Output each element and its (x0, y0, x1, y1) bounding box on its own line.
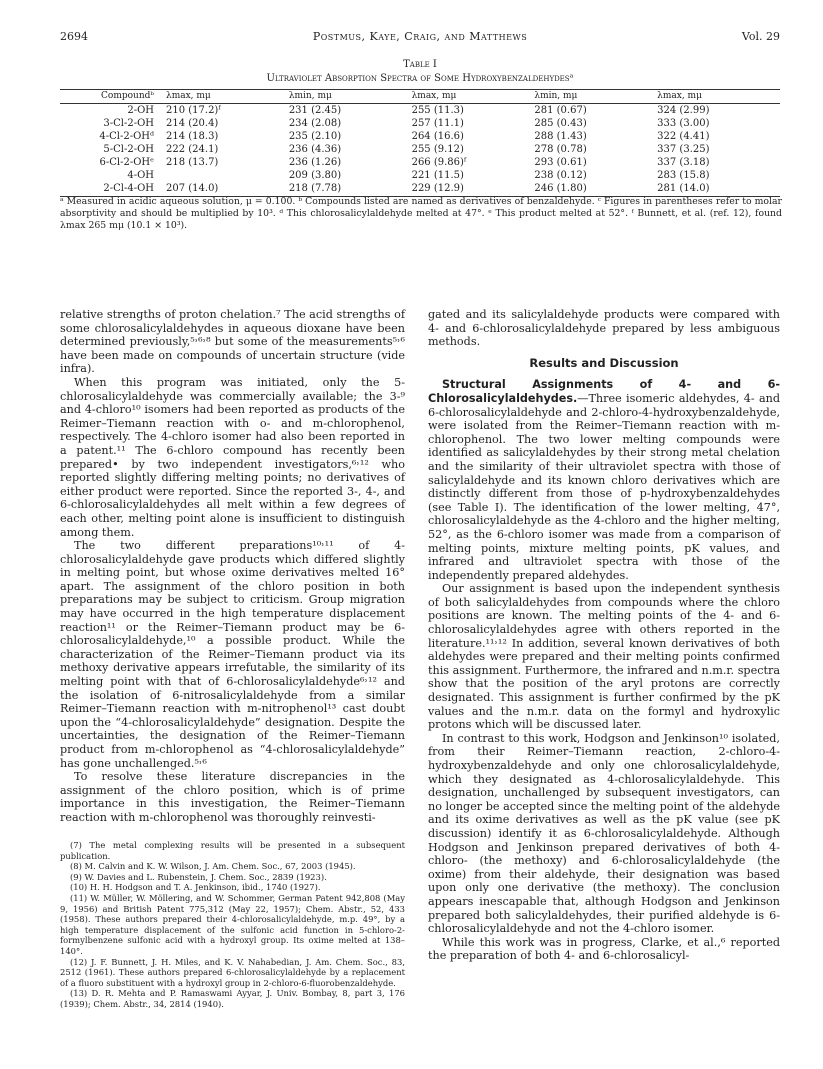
body-paragraph: To resolve these literature discrepancies in the assignment of the chloro position, which is of prime importance in this investigation, the Reimer–Tiemann reaction with m-chlorophenol was thoroughly reinvesti- (60, 770, 405, 824)
value-cell: 278 (0.78) (534, 144, 587, 155)
uv-spectra-table (60, 89, 780, 197)
body-paragraph: While this work was in progress, Clarke, et al.,⁶ reported the preparation of both 4- and 6-chlorosalicyl- (428, 935, 780, 963)
volume-label: Vol. 29 (741, 30, 780, 43)
table-row (60, 143, 780, 156)
value-cell: 293 (0.61) (534, 157, 587, 168)
value-cell: 333 (3.00) (657, 118, 710, 129)
value-cell: 218 (7.78) (289, 182, 412, 197)
compound-cell: 2-OH (127, 105, 154, 116)
body-paragraph: The two different preparations¹⁰˒¹¹ of 4-chlorosalicylaldehyde gave products which differed slightly in melting point, but whose oxime derivatives melted 16° apart. The assignment of the chloro position in both preparations may be subject to criticism. Group migration may have occurred in the high temperature displacement reaction¹¹ or the Reimer–Tiemann product may be 6-chlorosalicylaldehyde,¹⁰ a possible product. While the characterization of the Reimer–Tiemann product via its methoxy derivative appears irrefutable, the similarity of its melting point with that of 6-chlorosalicylaldehyde⁶˒¹² and the isolation of 6-nitrosalicylaldehyde from a similar Reimer–Tiemann reaction with m-nitrophenol¹³ cast doubt upon the “4-chlorosalicylaldehyde” designation. Despite the uncertainties, the designation of the Reimer–Tiemann product from m-chlorophenol as “4-chlorosalicylaldehyde” has gone unchallenged.⁵˒⁶ (60, 539, 405, 770)
value-cell: 288 (1.43) (534, 131, 587, 142)
footnote: (9) W. Davies and L. Rubenstein, J. Chem. Soc., 2839 (1923). (70, 871, 327, 882)
table-row (60, 104, 780, 118)
table-row (60, 117, 780, 130)
value-cell: 324 (2.99) (657, 105, 710, 116)
value-cell: 234 (2.08) (288, 118, 342, 129)
section-heading: Results and Discussion (529, 355, 679, 370)
table-row (60, 130, 780, 143)
value-cell: 255 (11.3) (411, 105, 464, 116)
value-cell: 281 (14.0) (657, 182, 780, 197)
compound-cell: 3-Cl-2-OH (103, 118, 154, 129)
column-header: λmax, mμ (412, 90, 535, 104)
page-number: 2694 (60, 30, 88, 43)
body-paragraph: gated and its salicylaldehyde products were compared with 4- and 6-chlorosalicylaldehyde prepared by less ambiguous methods. (428, 308, 780, 349)
value-cell: 255 (9.12) (411, 144, 464, 155)
value-cell: 209 (3.80) (288, 170, 342, 181)
value-cell: 236 (4.36) (288, 144, 342, 155)
compound-cell: 4-OH (127, 170, 154, 181)
value-cell: 236 (1.26) (288, 157, 342, 168)
value-cell: 235 (2.10) (288, 131, 342, 142)
value-cell: 207 (14.0) (166, 182, 289, 197)
subsection-heading: Structural Assignments of 4- and 6-Chlorosalicylaldehydes. (428, 378, 780, 405)
table-label: Table I (403, 59, 437, 70)
value-cell: 246 (1.80) (534, 182, 657, 197)
left-column (60, 308, 405, 825)
value-cell: 214 (20.4) (166, 118, 219, 129)
column-header: λmin, mμ (289, 90, 412, 104)
footnote: (12) J. F. Bunnett, J. H. Miles, and K. V. Nahabedian, J. Am. Chem. Soc., 83, 2512 (1961). These authors prepared 6-chlorosalicylaldehyde by a replacement of a fluoro substituent with a hydroxyl group in 2-chloro-6-fluorobenzaldehyde. (60, 956, 405, 988)
value-cell: 266 (9.86)ᶠ (411, 157, 467, 168)
right-column (428, 308, 780, 963)
value-cell: 229 (12.9) (412, 182, 535, 197)
value-cell: 257 (11.1) (411, 118, 464, 129)
value-cell: 238 (0.12) (534, 170, 587, 181)
body-paragraph (428, 378, 780, 582)
value-cell: 214 (18.3) (166, 131, 219, 142)
table-title: Ultraviolet Absorption Spectra of Some Hydroxybenzaldehydesᵃ (266, 73, 574, 84)
value-cell: 322 (4.41) (657, 131, 710, 142)
body-paragraph: In contrast to this work, Hodgson and Jenkinson¹⁰ isolated, from their Reimer–Tiemann reaction, 2-chloro-4-hydroxybenzaldehyde and only one chlorosalicylaldehyde, which they designated as 4-chlorosalicylaldehyde. This designation, unchallenged by subsequent investigators, can no longer be accepted since the melting point of the aldehyde and its oxime derivatives as well as the pK value (see pK discussion) identify it as 6-chlorosalicylaldehyde. Although Hodgson and Jenkinson prepared derivatives of both 4-chloro- (the methoxy) and 6-chlorosalicylaldehyde (the oxime) from their aldehyde, their designation was based upon only one derivative (the methoxy). The conclusion appears inescapable that, although Hodgson and Jenkinson prepared both salicylaldehydes, their purified aldehyde is 6-chlorosalicylaldehyde and not the 4-chloro isomer. (428, 731, 780, 936)
column-header: λmax, mμ (166, 90, 289, 104)
footnote: (8) M. Calvin and K. W. Wilson, J. Am. Chem. Soc., 67, 2003 (1945). (70, 861, 356, 872)
value-cell: 283 (15.8) (657, 170, 710, 181)
value-cell: 285 (0.43) (534, 118, 587, 129)
value-cell (166, 169, 289, 182)
body-paragraph: relative strengths of proton chelation.⁷ The acid strengths of some chlorosalicylaldehydes in aqueous dioxane have been determined previously,⁵˒⁶˒⁸ but some of the measurements⁵˒⁶ have been made on compounds of uncertain structure (vide infra). (60, 308, 405, 376)
value-cell: 210 (17.2)ᶠ (166, 105, 221, 116)
running-authors: Postmus, Kaye, Craig, and Matthews (312, 30, 528, 43)
table-caption (60, 59, 780, 84)
table-row (60, 156, 780, 169)
value-cell: 231 (2.45) (288, 105, 342, 116)
value-cell: 337 (3.18) (657, 157, 710, 168)
column-header: Compoundᵇ (60, 90, 166, 104)
body-paragraph: When this program was initiated, only the 5-chlorosalicylaldehyde was commercially available; the 3-⁹ and 4-chloro¹⁰ isomers had been reported as products of the Reimer–Tiemann reaction with o- and m-chlorophenol, respectively. The 4-chloro isomer had also been reported in a patent.¹¹ The 6-chloro compound has recently been prepared• by two independent investigators,⁶˒¹² who reported slightly differing melting points; no derivatives of either product were reported. Since the reported 3-, 4-, and 6-chlorosalicylaldehydes all melt within a few degrees of each other, melting point alone is insufficient to distinguish among them. (60, 375, 405, 539)
running-header (60, 30, 780, 46)
value-cell: 218 (13.7) (166, 157, 219, 168)
value-cell: 264 (16.6) (411, 131, 464, 142)
value-cell: 222 (24.1) (166, 144, 219, 155)
body-paragraph: Our assignment is based upon the independent synthesis of both salicylaldehydes from compounds where the chloro positions are known. The melting points of the 4- and 6-chlorosalicylaldehydes agree with others reported in the literature.¹¹˒¹² In addition, several known derivatives of both aldehydes were prepared and their melting points confirmed this assignment. Furthermore, the infrared and n.m.r. spectra show that the position of the aryl protons are correctly designated. This assignment is further confirmed by the pK values and the n.m.r. data on the formyl and hydroxylic protons which will be discussed later. (428, 582, 780, 732)
footnote: (13) D. R. Mehta and P. Ramaswami Ayyar, J. Univ. Bombay, 8, part 3, 176 (1939); Chem. Abstr., 34, 2814 (1940). (60, 988, 405, 1009)
table-notes: ᵃ Measured in acidic aqueous solution, μ = 0.100. ᵇ Compounds listed are named as derivatives of benzaldehyde. ᶜ Figures in parentheses refer to molar absorptivity and should be multiplied by 10³. ᵈ This chlorosalicylaldehyde melted at 47°. ᵉ This product melted at 52°. ᶠ Bunnett, et al. (ref. 12), found λmax 265 mμ (10.1 × 10³). (60, 196, 782, 231)
paragraph-text: —Three isomeric aldehydes, 4- and 6-chlorosalicylaldehyde and 2-chloro-4-hydroxybenzaldehyde, were isolated from the Reimer–Tiemann reaction with m-chlorophenol. The two lower melting compounds were identified as salicylaldehydes by their strong metal chelation and the similarity of their ultraviolet spectra with those of salicylaldehyde and its known chloro derivatives which are distinctly different from those of p-hydroxybenzaldehydes (see Table I). The identification of the lower melting, 47°, chlorosalicylaldehyde as the 4-chloro and the higher melting, 52°, as the 6-chloro isomer was made from a comparison of melting points, mixture melting points, pK values, and infrared and ultraviolet spectra with those of the independently prepared aldehydes. (428, 391, 780, 582)
footnotes (60, 840, 405, 1010)
value-cell: 337 (3.25) (657, 144, 710, 155)
table-row (60, 182, 780, 197)
table-row (60, 169, 780, 182)
compound-cell: 4-Cl-2-OHᵈ (99, 131, 154, 142)
compound-cell: 2-Cl-4-OH (60, 182, 166, 197)
value-cell: 281 (0.67) (534, 105, 587, 116)
footnote: (11) W. Müller, W. Möllering, and W. Schommer, German Patent 942,808 (May 9, 1956) and British Patent 775,312 (May 22, 1957); Chem. Abstr., 52, 433 (1958). These authors prepared their 4-chlorosalicylaldehyde, m.p. 49°, by a high temperature displacement of the sulfonic acid function in 5-chloro-2-formylbenzene sulfonic acid with a hydroxyl group. Its oxime melted at 138–140°. (60, 892, 405, 956)
table-body (60, 104, 780, 197)
value-cell: 221 (11.5) (411, 170, 464, 181)
compound-cell: 6-Cl-2-OHᵉ (99, 157, 154, 168)
footnote: (7) The metal complexing results will be presented in a subsequent publication. (60, 840, 405, 861)
compound-cell: 5-Cl-2-OH (103, 144, 154, 155)
footnote: (10) H. H. Hodgson and T. A. Jenkinson, ibid., 1740 (1927). (70, 882, 321, 893)
column-header: λmax, mμ (657, 90, 780, 104)
table-header-row (60, 90, 780, 104)
column-header: λmin, mμ (534, 90, 657, 104)
